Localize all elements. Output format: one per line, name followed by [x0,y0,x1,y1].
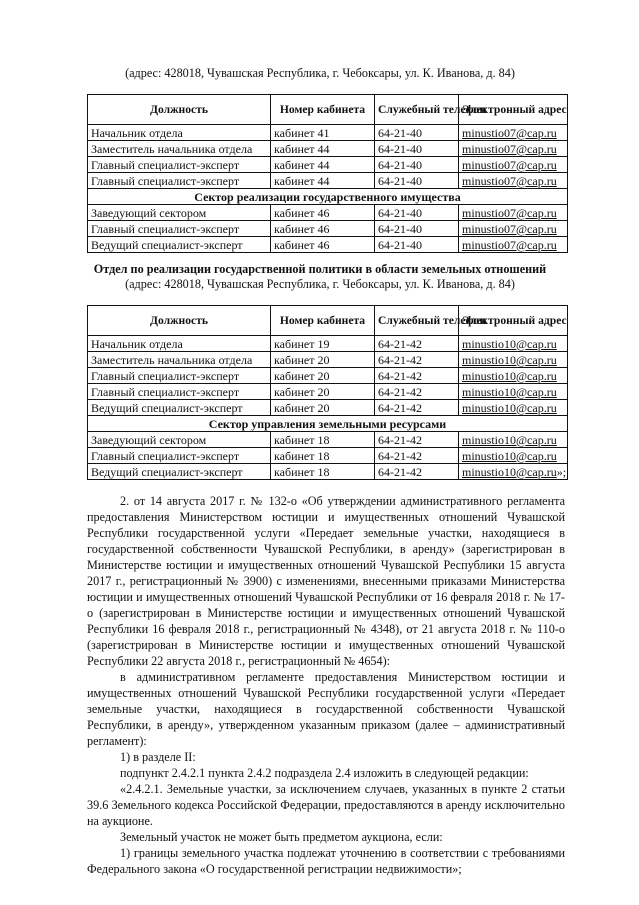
cell-room: кабинет 20 [271,400,375,416]
cell-room: кабинет 46 [271,221,375,237]
cell-phone: 64-21-40 [375,157,459,173]
table-row [88,384,568,400]
table-row [88,173,568,189]
cell-phone: 64-21-42 [375,400,459,416]
sector-row [88,416,568,432]
cell-position: Заведующий сектором [88,205,271,221]
table-row [88,464,568,480]
email-link[interactable]: minustio07@cap.ru [459,173,568,189]
cell-room: кабинет 19 [271,336,375,352]
cell-room: кабинет 44 [271,173,375,189]
cell-phone: 64-21-40 [375,125,459,141]
cell-phone: 64-21-40 [375,237,459,253]
cell-phone: 64-21-42 [375,384,459,400]
cell-position: Ведущий специалист-эксперт [88,464,271,480]
table-row [88,448,568,464]
cell-email [459,464,568,480]
table-row [88,125,568,141]
cell-position: Начальник отдела [88,336,271,352]
email-link[interactable]: minustio10@cap.ru [459,352,568,368]
header-phone: Служебный телефон [375,95,459,125]
table-row [88,432,568,448]
cell-phone: 64-21-40 [375,141,459,157]
cell-position: Главный специалист-эксперт [88,384,271,400]
header-phone: Служебный телефон [375,306,459,336]
header-room: Номер кабинета [271,306,375,336]
cell-room: кабинет 41 [271,125,375,141]
cell-position: Главный специалист-эксперт [88,221,271,237]
cell-phone: 64-21-42 [375,336,459,352]
table-row [88,352,568,368]
cell-position: Начальник отдела [88,125,271,141]
email-link[interactable]: minustio10@cap.ru [459,336,568,352]
email-link[interactable]: minustio10@cap.ru [459,432,568,448]
cell-phone: 64-21-42 [375,368,459,384]
table-row [88,141,568,157]
closing-quote: »; [556,464,567,479]
cell-phone: 64-21-42 [375,464,459,480]
staff-table-1 [87,94,568,253]
header-email: Электронный адрес [459,95,568,125]
table-row [88,368,568,384]
email-link[interactable]: minustio07@cap.ru [459,221,568,237]
paragraph-regulation: в административном регламенте предоставления Министерством юстиции и имущественных отношений Чувашской Республики государственной услуги «Передает земельные участки, находящиеся в государственной собственности Чувашской Республики, в аренду», утвержденном указанным приказом (далее – административный регламент): [87,670,565,748]
cell-position: Заместитель начальника отдела [88,141,271,157]
cell-position: Заместитель начальника отдела [88,352,271,368]
table-row [88,157,568,173]
cell-room: кабинет 18 [271,448,375,464]
cell-position: Главный специалист-эксперт [88,157,271,173]
sector-title: Сектор реализации государственного имущества [88,189,568,205]
staff-table-2 [87,305,568,480]
address-line-2: (адрес: 428018, Чувашская Республика, г. Чебоксары, ул. К. Иванова, д. 84) [125,277,515,291]
sector-row [88,189,568,205]
email-link[interactable]: minustio07@cap.ru [459,141,568,157]
email-link[interactable]: minustio10@cap.ru [459,368,568,384]
paragraph-subpoint: подпункт 2.4.2.1 пункта 2.4.2 подраздела 2.4 изложить в следующей редакции: [120,766,529,780]
cell-room: кабинет 20 [271,368,375,384]
cell-room: кабинет 46 [271,237,375,253]
cell-room: кабинет 44 [271,157,375,173]
cell-phone: 64-21-40 [375,221,459,237]
cell-room: кабинет 20 [271,352,375,368]
header-position: Должность [88,95,271,125]
table-row [88,336,568,352]
cell-position: Заведующий сектором [88,432,271,448]
header-position: Должность [88,306,271,336]
table-row [88,205,568,221]
paragraph-item-1: 1) границы земельного участка подлежат уточнению в соответствии с требованиями Федерального закона «О государственной регистрации недвижимости»; [87,846,565,876]
cell-position: Главный специалист-эксперт [88,173,271,189]
email-link[interactable]: minustio07@cap.ru [459,125,568,141]
paragraph-amendment-2: 2. от 14 августа 2017 г. № 132-о «Об утверждении административного регламента предоставления Министерством юстиции и имущественных отношений Чувашской Республики государственной услуги «Передает земельные участки, находящиеся в государственной собственности Чувашской Республики, в аренду» (зарегистрирован в Министерстве юстиции и имущественных отношений Чувашской Республики 15 августа 2017 г., регистрационный № 3900) с изменениями, внесенными приказами Министерства юстиции и имущественных отношений Чувашской Республики от 16 февраля 2018 г. № 17-о (зарегистрирован в Министерстве юстиции и имущественных отношений Чувашской Республики 16 февраля 2018 г., регистрационный № 4348), от 21 августа 2018 г. № 110-о (зарегистрирован в Министерстве юстиции и имущественных отношений Чувашской Республики 22 августа 2018 г., регистрационный № 4654): [87,494,565,668]
email-link[interactable]: minustio07@cap.ru [459,237,568,253]
email-link[interactable]: minustio10@cap.ru [459,400,568,416]
cell-phone: 64-21-42 [375,352,459,368]
email-link[interactable]: minustio07@cap.ru [459,157,568,173]
email-link[interactable]: minustio10@cap.ru [462,464,557,479]
cell-position: Главный специалист-эксперт [88,368,271,384]
cell-phone: 64-21-40 [375,173,459,189]
address-line-1: (адрес: 428018, Чувашская Республика, г. Чебоксары, ул. К. Иванова, д. 84) [125,66,515,80]
paragraph-auction-conditions: Земельный участок не может быть предметом аукциона, если: [120,830,443,844]
table-row [88,400,568,416]
table-header-row [88,95,568,125]
email-link[interactable]: minustio10@cap.ru [459,384,568,400]
email-link[interactable]: minustio07@cap.ru [459,205,568,221]
cell-room: кабинет 18 [271,464,375,480]
sector-title: Сектор управления земельными ресурсами [88,416,568,432]
cell-phone: 64-21-42 [375,448,459,464]
table-row [88,237,568,253]
cell-phone: 64-21-40 [375,205,459,221]
header-room: Номер кабинета [271,95,375,125]
cell-room: кабинет 20 [271,384,375,400]
table-row [88,221,568,237]
table-header-row [88,306,568,336]
cell-phone: 64-21-42 [375,432,459,448]
cell-position: Ведущий специалист-эксперт [88,237,271,253]
department-title: Отдел по реализации государственной политики в области земельных отношений [93,262,547,276]
body-text [87,493,565,877]
paragraph-2-4-2-1: «2.4.2.1. Земельные участки, за исключением случаев, указанных в пункте 2 статьи 39.6 Земельного кодекса Российской Федерации, предоставляются в аренду исключительно на аукционе. [87,782,565,828]
cell-room: кабинет 44 [271,141,375,157]
cell-room: кабинет 46 [271,205,375,221]
cell-position: Ведущий специалист-эксперт [88,400,271,416]
cell-room: кабинет 18 [271,432,375,448]
header-email: Электронный адрес [459,306,568,336]
paragraph-section-ii: 1) в разделе II: [120,750,196,764]
cell-position: Главный специалист-эксперт [88,448,271,464]
email-link[interactable]: minustio10@cap.ru [459,448,568,464]
